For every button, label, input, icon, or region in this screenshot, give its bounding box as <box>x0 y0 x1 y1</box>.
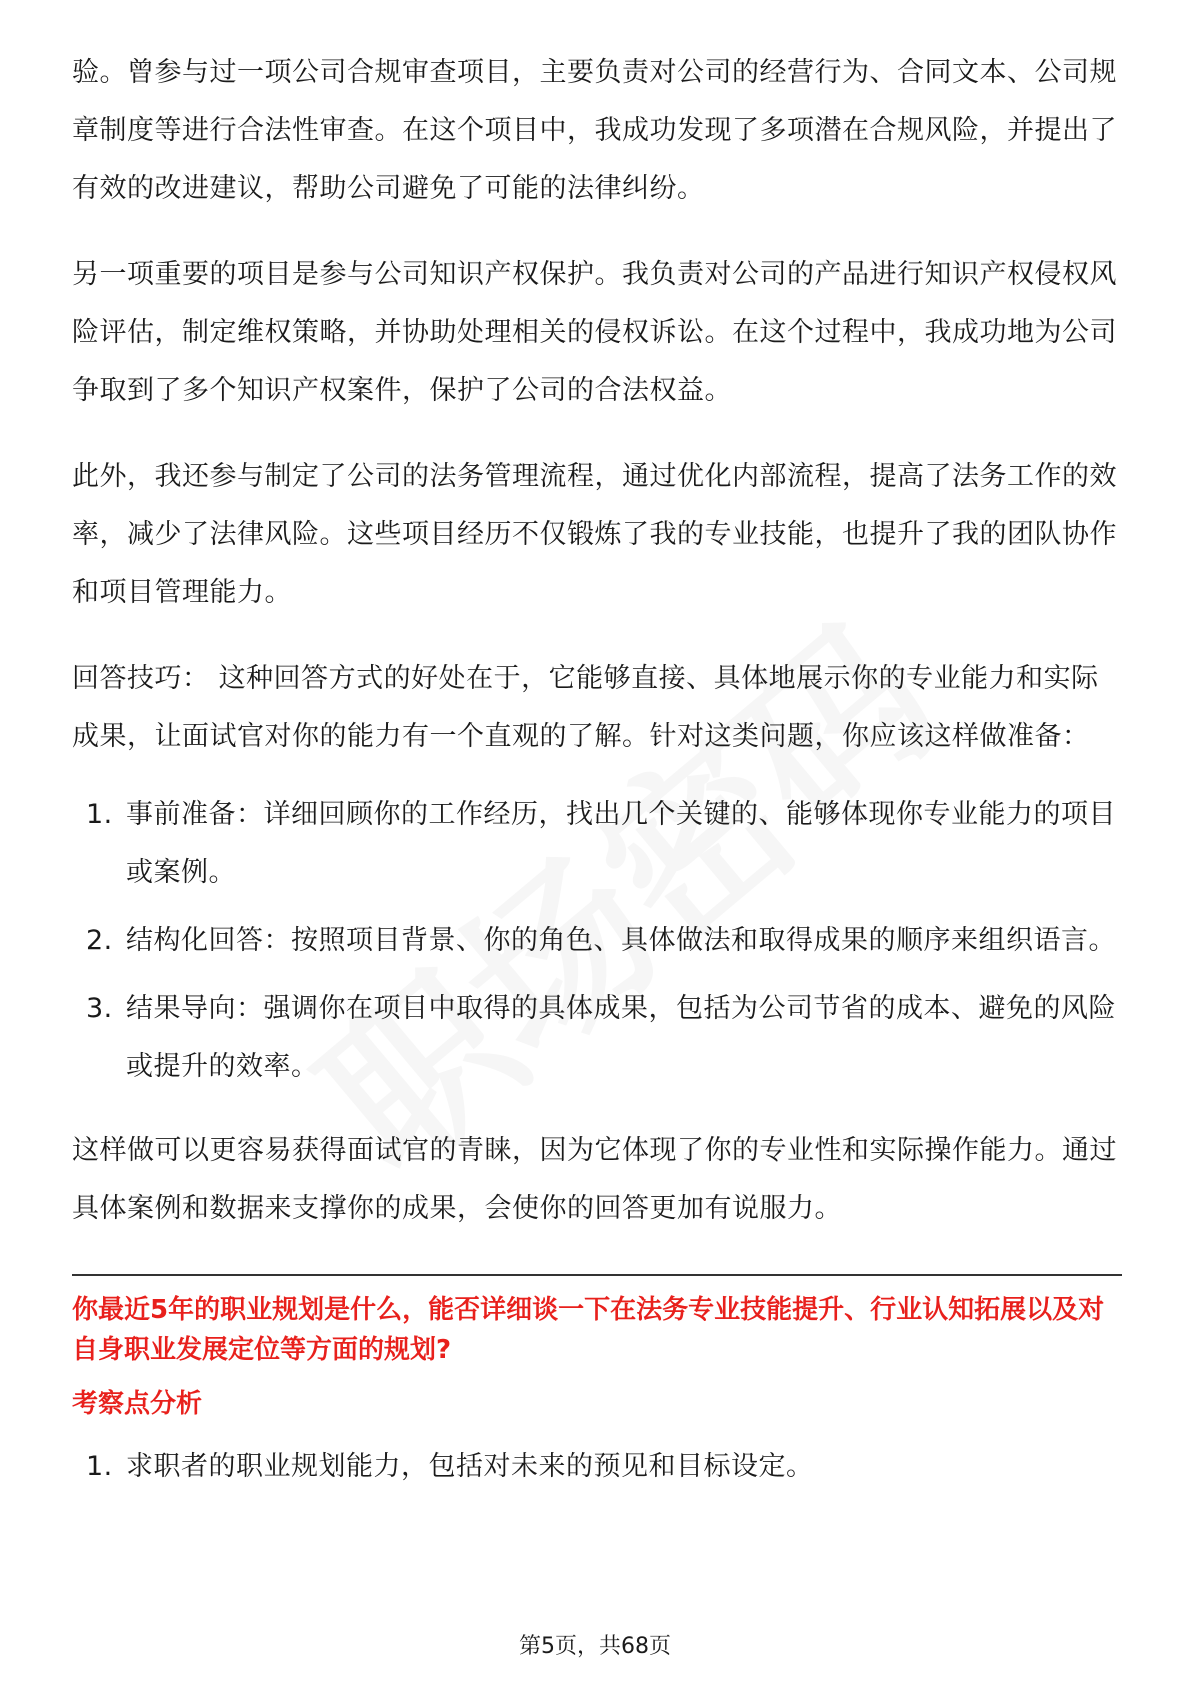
paragraph-compliance-project: 验。曾参与过一项公司合规审查项目，主要负责对公司的经营行为、合同文本、公司规章制度等进行合法性审查。在这个项目中，我成功发现了多项潜在合规风险，并提出了有效的改进建议，帮助公司避免了可能的法律纠纷。 <box>72 57 1117 204</box>
paragraph-answer-tips: 回答技巧： 这种回答方式的好处在于，它能够直接、具体地展示你的专业能力和实际成果，让面试官对你的能力有一个直观的了解。针对这类问题，你应该这样做准备： <box>72 663 1099 752</box>
paragraph-ip-project: 另一项重要的项目是参与公司知识产权保护。我负责对公司的产品进行知识产权侵权风险评估，制定维权策略，并协助处理相关的侵权诉讼。在这个过程中，我成功地为公司争取到了多个知识产权案件，保护了公司的合法权益。 <box>72 259 1117 406</box>
page-footer: 第5页，共68页 <box>519 1634 671 1659</box>
list-item <box>72 1438 1122 1496</box>
list-item <box>72 980 1122 1096</box>
page-content <box>72 44 1122 1522</box>
list-item-text: 结构化回答：按照项目背景、你的角色、具体做法和取得成果的顺序来组织语言。 <box>126 925 1116 956</box>
analysis-list <box>72 1438 1122 1496</box>
list-item-text: 结果导向：强调你在项目中取得的具体成果，包括为公司节省的成本、避免的风险或提升的效率。 <box>126 993 1116 1082</box>
list-item-text: 事前准备：详细回顾你的工作经历，找出几个关键的、能够体现你专业能力的项目或案例。 <box>126 799 1116 888</box>
list-item-number: 2. <box>86 925 113 956</box>
list-item-number: 3. <box>86 993 113 1024</box>
list-item <box>72 912 1122 970</box>
section-divider <box>72 1274 1122 1276</box>
paragraph-conclusion: 这样做可以更容易获得面试官的青睐，因为它体现了你的专业性和实际操作能力。通过具体案例和数据来支撑你的成果，会使你的回答更加有说服力。 <box>72 1135 1117 1224</box>
list-item-number: 1. <box>86 799 113 830</box>
paragraph-process-project: 此外，我还参与制定了公司的法务管理流程，通过优化内部流程，提高了法务工作的效率，减少了法律风险。这些项目经历不仅锻炼了我的专业技能，也提升了我的团队协作和项目管理能力。 <box>72 461 1117 608</box>
list-item-text: 求职者的职业规划能力，包括对未来的预见和目标设定。 <box>126 1451 814 1482</box>
list-item <box>72 786 1122 902</box>
tips-list <box>72 786 1122 1096</box>
list-item-number: 1. <box>86 1451 113 1482</box>
interview-question: 你最近5年的职业规划是什么，能否详细谈一下在法务专业技能提升、行业认知拓展以及对自身职业发展定位等方面的规划? <box>72 1295 1105 1365</box>
section-title: 考察点分析 <box>72 1389 203 1419</box>
